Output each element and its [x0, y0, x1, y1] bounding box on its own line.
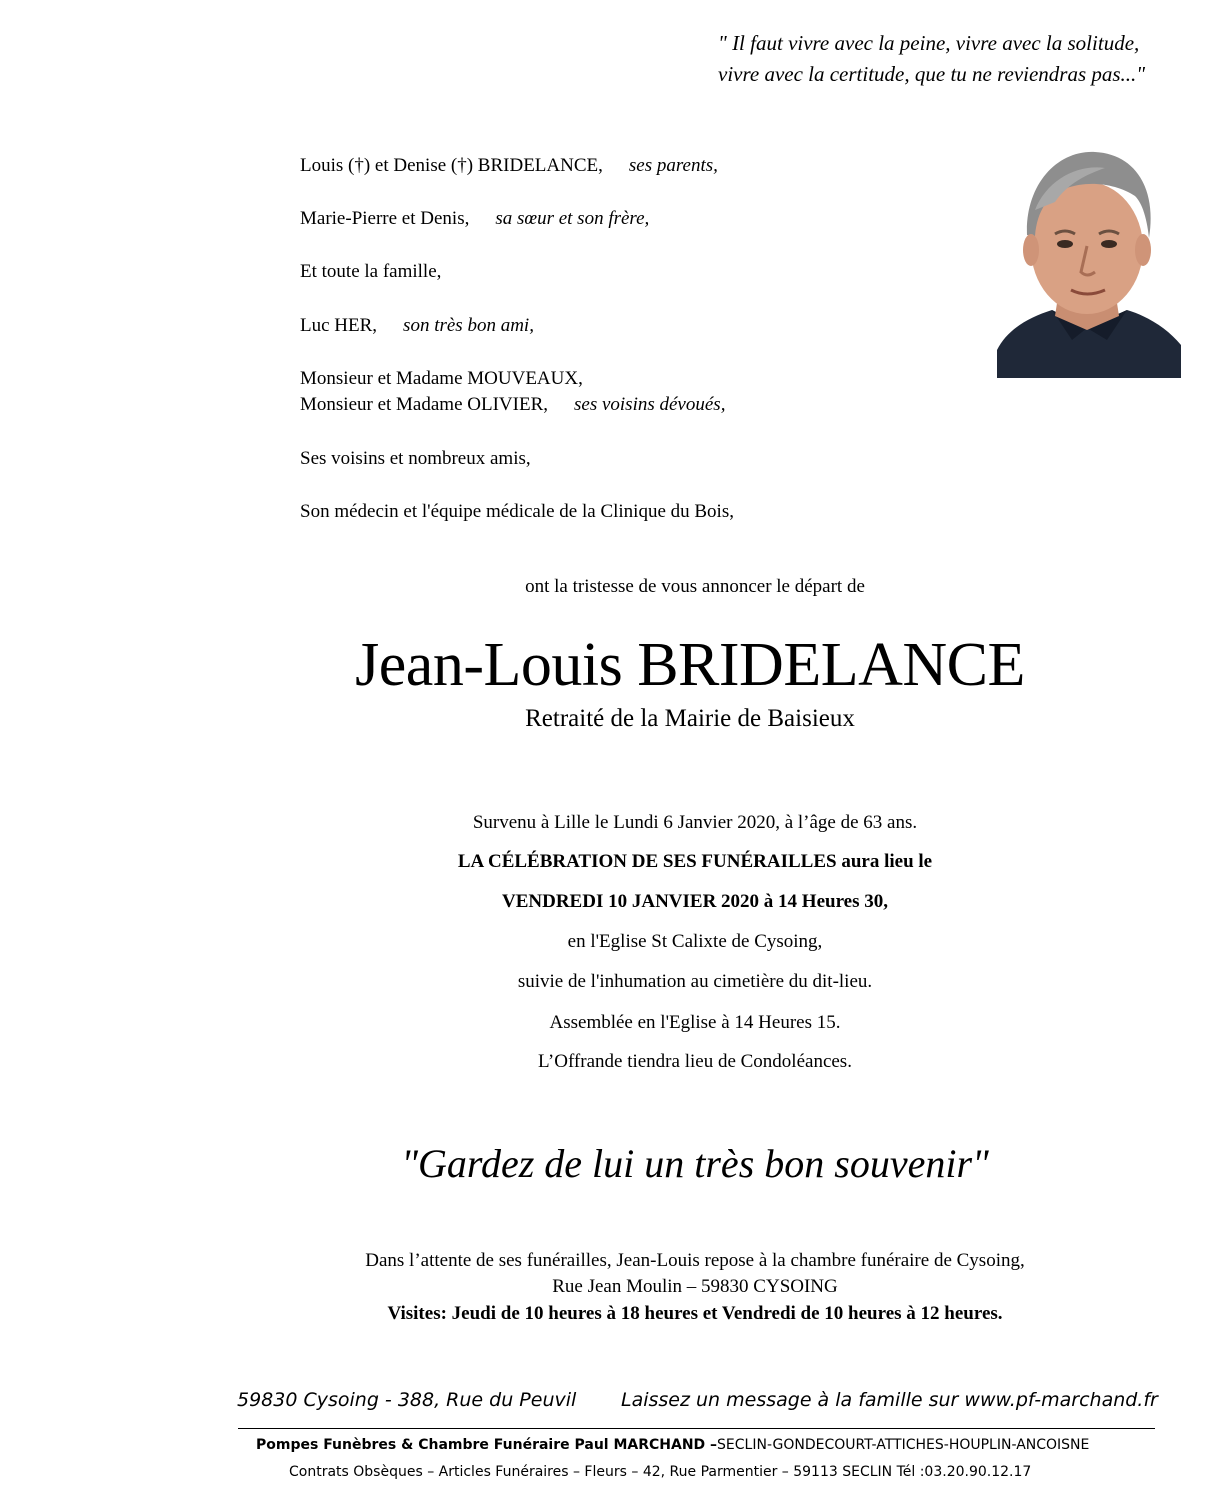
portrait-photo — [997, 140, 1181, 378]
footer-contracts: Contrats Obsèques – Articles Funéraires – Fleurs – 42, Rue Parmentier – 59113 SECLIN Tél :03.20.90.12.17 — [289, 1464, 1032, 1480]
epigraph — [718, 28, 1145, 90]
family-name: Marie-Pierre et Denis, — [300, 208, 470, 229]
visitation-line-1: Dans l’attente de ses funérailles, Jean-Louis repose à la chambre funéraire de Cysoing, — [365, 1250, 1025, 1271]
family-name: Son médecin et l'équipe médicale de la Clinique du Bois, — [300, 501, 734, 522]
death-detail: Survenu à Lille le Lundi 6 Janvier 2020, à l’âge de 63 ans. — [472, 812, 918, 833]
family-name: Ses voisins et nombreux amis, — [300, 448, 531, 469]
assembly-detail: Assemblée en l'Eglise à 14 Heures 15. — [549, 1012, 841, 1033]
family-entry-neighbours-2 — [300, 394, 725, 416]
family-entry-friend — [300, 315, 534, 337]
epigraph-line-2: vivre avec la certitude, que tu ne reviendras pas..." — [718, 62, 1146, 86]
family-role: son très bon ami, — [403, 315, 534, 336]
family-name: Monsieur et Madame MOUVEAUX, — [300, 368, 583, 389]
company-name: Pompes Funèbres & Chambre Funéraire Paul MARCHAND – — [256, 1437, 718, 1453]
visitation-line-2: Rue Jean Moulin – 59830 CYSOING — [552, 1276, 838, 1297]
ceremony-line-2: VENDREDI 10 JANVIER 2020 à 14 Heures 30, — [502, 891, 888, 912]
family-entry-neighbours-1 — [300, 368, 583, 390]
family-entry-parents — [300, 155, 718, 177]
footer-divider — [238, 1428, 1155, 1429]
ceremony-line-1: LA CÉLÉBRATION DE SES FUNÉRAILLES aura lieu le — [457, 851, 933, 872]
family-entry-friends — [300, 448, 531, 470]
family-role: ses parents, — [628, 155, 718, 176]
family-entry-medical — [300, 501, 734, 523]
family-name: Louis (†) et Denise (†) BRIDELANCE, — [300, 155, 603, 176]
offering-detail: L’Offrande tiendra lieu de Condoléances. — [538, 1051, 852, 1072]
deceased-subtitle: Retraité de la Mairie de Baisieux — [525, 705, 855, 732]
family-name: Luc HER, — [300, 315, 378, 336]
church-detail: en l'Eglise St Calixte de Cysoing, — [567, 931, 823, 952]
motto: "Gardez de lui un très bon souvenir" — [401, 1141, 989, 1186]
footer-address: 59830 Cysoing - 388, Rue du Peuvil — [237, 1389, 577, 1411]
family-role: sa sœur et son frère, — [495, 208, 650, 229]
family-role: ses voisins dévoués, — [574, 394, 726, 415]
family-entry-siblings — [300, 208, 649, 230]
burial-detail: suivie de l'inhumation au cimetière du dit-lieu. — [517, 971, 873, 992]
family-name: Et toute la famille, — [300, 261, 442, 282]
deceased-name: Jean-Louis BRIDELANCE — [355, 631, 1025, 699]
family-entry-family — [300, 261, 441, 283]
visitation-hours: Visites: Jeudi de 10 heures à 18 heures et Vendredi de 10 heures à 12 heures. — [387, 1303, 1003, 1324]
footer-company — [256, 1437, 1089, 1453]
footer-website-message: Laissez un message à la famille sur www.pf-marchand.fr — [621, 1389, 1158, 1411]
announcement: ont la tristesse de vous annoncer le départ de — [525, 576, 865, 597]
family-name: Monsieur et Madame OLIVIER, — [300, 394, 548, 415]
company-locations: SECLIN-GONDECOURT-ATTICHES-HOUPLIN-ANCOISNE — [717, 1437, 1090, 1453]
epigraph-line-1: " Il faut vivre avec la peine, vivre avec la solitude, — [718, 31, 1140, 55]
